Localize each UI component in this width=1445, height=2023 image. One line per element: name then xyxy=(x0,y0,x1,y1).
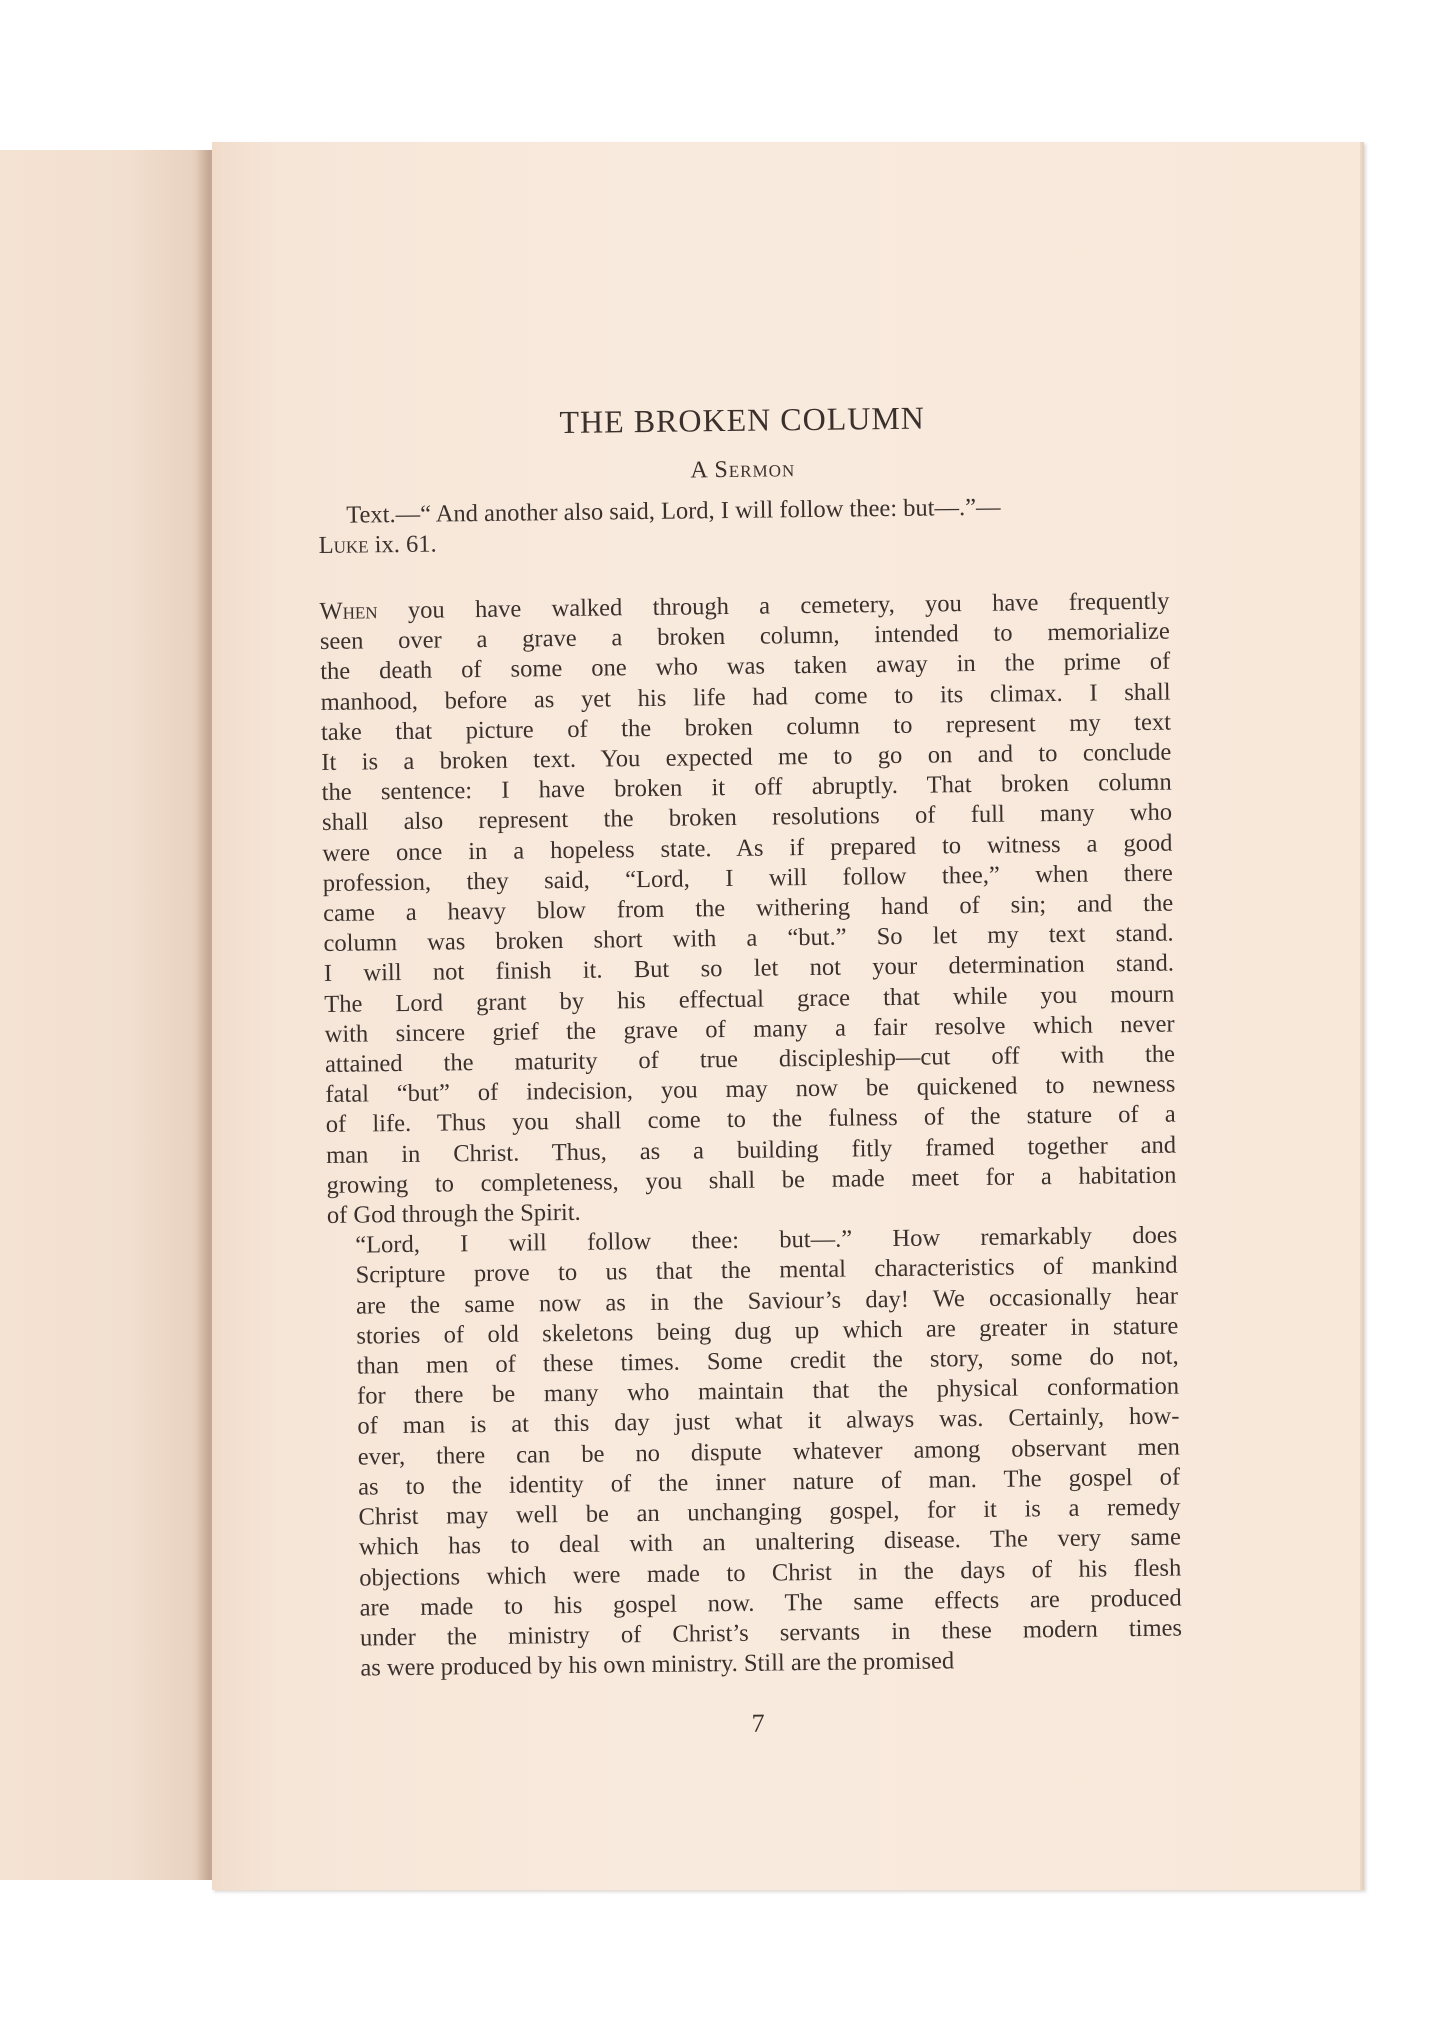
line-text: “Lord, I will follow thee: but—.” How remarkably does xyxy=(355,1221,1178,1259)
line-text: came a heavy blow from the withering hand of sin; and the xyxy=(323,889,1174,927)
text-ref-citation-ref: ix. 61. xyxy=(374,530,437,559)
line-text: of God through the Spirit. xyxy=(326,1198,581,1230)
line-text: with sincere grief the grave of many a fair resolve which never xyxy=(324,1010,1175,1048)
facing-page-left xyxy=(0,150,212,1880)
line-text: attained the maturity of true discipleship—cut off with the xyxy=(324,1040,1176,1078)
line-text: seen over a grave a broken column, intended to memorialize xyxy=(319,617,1170,656)
line-text: than men of these times. Some credit the story, some do not, xyxy=(356,1342,1179,1380)
line-text: which has to deal with an unaltering disease. The very same xyxy=(358,1523,1182,1561)
line-text: objections which were made to Christ in the days of his flesh xyxy=(359,1554,1182,1592)
line-text: man in Christ. Thus, as a building fitly framed together and xyxy=(325,1131,1177,1169)
line-text: as to the identity of the inner nature of man. The gospel of xyxy=(358,1463,1181,1501)
line-text: are the same now as in the Saviour’s day! We occasionally hear xyxy=(355,1282,1179,1320)
text-ref-label: Text.— xyxy=(346,500,421,529)
line-text: were once in a hopeless state. As if prepared to witness a good xyxy=(322,829,1173,867)
line-text: under the ministry of Christ’s servants in these modern times xyxy=(359,1614,1183,1652)
line-text: profession, they said, “Lord, I will follow thee,” when there xyxy=(322,859,1173,897)
line-text: the sentence: I have broken it off abruptly. That broken column xyxy=(321,768,1172,807)
page-number: 7 xyxy=(751,1708,765,1739)
paragraph-lead-word: When xyxy=(319,597,378,625)
line-text: you have walked through a cemetery, you have frequently xyxy=(377,587,1170,625)
line-text: I will not finish it. But so let not your determination stand. xyxy=(323,950,1175,988)
line-text: Scripture prove to us that the mental characteristics of mankind xyxy=(355,1252,1178,1290)
book-page-right xyxy=(212,142,1364,1890)
line-text: of life. Thus you shall come to the fulness of the stature of a xyxy=(325,1101,1176,1139)
page-subtitle: A Sermon xyxy=(690,456,796,484)
line-text: Christ may well be an unchanging gospel, for it is a remedy xyxy=(358,1493,1181,1531)
line-text: are made to his gospel now. The same effects are produced xyxy=(359,1584,1182,1622)
text-ref-citation-name: Luke xyxy=(318,531,369,559)
line-text: column was broken short with a “but.” So let my text stand. xyxy=(323,919,1174,958)
line-text: stories of old skeletons being dug up which are greater in stature xyxy=(356,1312,1179,1350)
line-text: It is a broken text. You expected me to go on and to conclude xyxy=(321,738,1172,776)
body-paragraph xyxy=(319,587,1177,1232)
body-paragraph xyxy=(327,1221,1182,1684)
line-text: as were produced by his own ministry. Still are the promised xyxy=(360,1647,955,1682)
sermon-body xyxy=(319,587,1182,1685)
line-text: for there be many who maintain that the physical conformation xyxy=(356,1372,1180,1410)
line-text: The Lord grant by his effectual grace that while you mourn xyxy=(324,980,1175,1018)
scripture-text-reference xyxy=(318,491,1169,561)
page-edge xyxy=(1360,142,1364,1890)
line-text: fatal “but” of indecision, you may now be quickened to newness xyxy=(325,1070,1176,1109)
line-text: shall also represent the broken resolutions of full many who xyxy=(321,799,1173,837)
line-text: growing to completeness, you shall be made meet for a habitation xyxy=(326,1161,1177,1199)
text-ref-quote: “ And another also said, Lord, I will follow thee: but—.”— xyxy=(419,493,1001,528)
page-title: THE BROKEN COLUMN xyxy=(559,399,926,441)
line-text: the death of some one who was taken away in the prime of xyxy=(320,648,1171,686)
line-text: ever, there can be no dispute whatever among observant men xyxy=(357,1433,1180,1471)
line-text: of man is at this day just what it always was. Certainly, how- xyxy=(357,1403,1180,1441)
line-text: take that picture of the broken column to represent my text xyxy=(320,708,1172,746)
page-content xyxy=(317,397,1183,1745)
line-text: manhood, before as yet his life had come to its climax. I shall xyxy=(320,678,1171,716)
